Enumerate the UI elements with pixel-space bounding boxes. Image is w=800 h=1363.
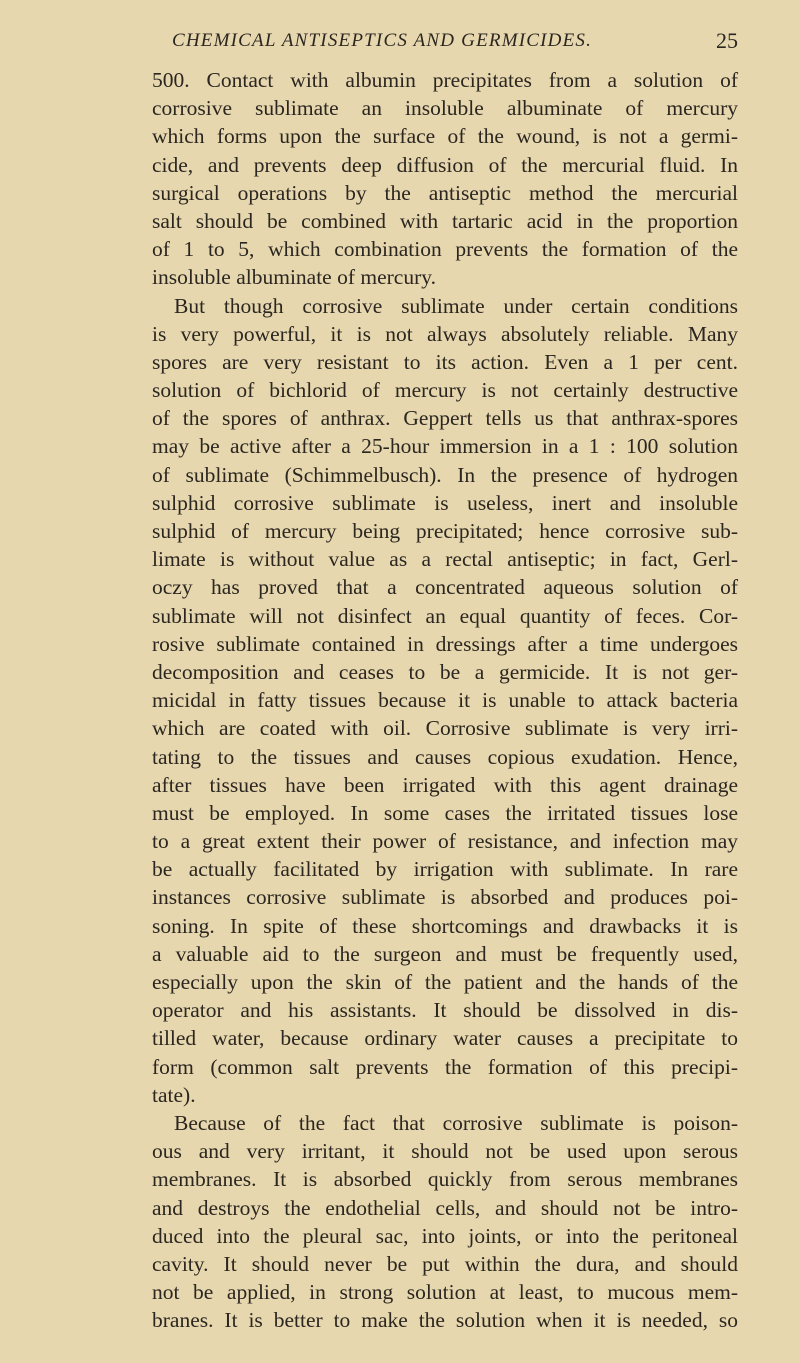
text-line: sulphid of mercury being precipitated; hence corrosive sub-	[152, 519, 738, 543]
text-line: especially upon the skin of the patient and the hands of the	[152, 970, 738, 994]
text-line: corrosive sublimate an insoluble albuminate of mercury	[152, 96, 738, 121]
text-line: But though corrosive sublimate under certain conditions	[174, 293, 738, 318]
text-line: which forms upon the surface of the wound, is not a germi-	[152, 124, 738, 149]
text-line: must be employed. In some cases the irritated tissues lose	[152, 800, 738, 825]
text-line: soning. In spite of these shortcomings and drawbacks it is	[152, 913, 738, 938]
text-line: tating to the tissues and causes copious exudation. Hence,	[152, 744, 738, 769]
body-text	[152, 66, 738, 1334]
text-line: 500. Contact with albumin precipitates from a solution of	[152, 68, 738, 92]
paragraph	[152, 66, 738, 292]
text-line: to a great extent their power of resistance, and infection may	[152, 829, 738, 854]
text-line: sublimate will not disinfect an equal quantity of feces. Cor-	[152, 603, 738, 628]
paragraph	[152, 292, 738, 1109]
text-line: sulphid corrosive sublimate is useless, inert and insoluble	[152, 490, 738, 515]
running-title: CHEMICAL ANTISEPTICS AND GERMICIDES.	[172, 30, 593, 51]
text-line: micidal in fatty tissues because it is unable to attack bacteria	[152, 688, 738, 713]
text-line: limate is without value as a rectal antiseptic; in fact, Gerl-	[152, 547, 738, 572]
text-line: form (common salt prevents the formation of this precipi-	[152, 1054, 738, 1079]
text-line: tate).	[152, 1082, 196, 1107]
text-line: operator and his assistants. It should be dissolved in dis-	[152, 998, 738, 1023]
text-line: instances corrosive sublimate is absorbed and produces poi-	[152, 885, 738, 910]
text-line: decomposition and ceases to be a germicide. It is not ger-	[152, 659, 738, 684]
text-line: of 1 to 5, which combination prevents the formation of the	[152, 237, 738, 262]
text-line: duced into the pleural sac, into joints, or into the peritoneal	[152, 1223, 738, 1248]
text-line: rosive sublimate contained in dressings after a time undergoes	[152, 631, 738, 656]
text-line: branes. It is better to make the solution when it is needed, so	[152, 1308, 738, 1333]
text-line: which are coated with oil. Corrosive sublimate is very irri-	[152, 716, 738, 741]
text-line: salt should be combined with tartaric acid in the proportion	[152, 208, 738, 233]
text-line: not be applied, in strong solution at least, to mucous mem-	[152, 1280, 738, 1305]
text-line: after tissues have been irrigated with this agent drainage	[152, 772, 738, 797]
text-line: may be active after a 25-hour immersion in a 1 : 100 solution	[152, 434, 738, 459]
text-line: of the spores of anthrax. Geppert tells us that anthrax-spores	[152, 406, 738, 431]
text-line: membranes. It is absorbed quickly from serous membranes	[152, 1167, 738, 1192]
text-line: is very powerful, it is not always absolutely reliable. Many	[152, 321, 738, 346]
text-line: cide, and prevents deep diffusion of the mercurial fluid. In	[152, 152, 738, 177]
text-line: spores are very resistant to its action. Even a 1 per cent.	[152, 349, 738, 374]
text-line: ous and very irritant, it should not be used upon serous	[152, 1139, 738, 1164]
text-line: a valuable aid to the surgeon and must be frequently used,	[152, 941, 738, 966]
text-line: surgical operations by the antiseptic method the mercurial	[152, 180, 738, 205]
text-line: and destroys the endothelial cells, and should not be intro-	[152, 1195, 738, 1220]
text-line: insoluble albuminate of mercury.	[152, 265, 436, 290]
text-line: oczy has proved that a concentrated aqueous solution of	[152, 575, 738, 600]
text-line: Because of the fact that corrosive sublimate is poison-	[174, 1110, 738, 1135]
paragraph	[152, 1109, 738, 1335]
text-line: cavity. It should never be put within the dura, and should	[152, 1251, 738, 1276]
text-line: tilled water, because ordinary water causes a precipitate to	[152, 1026, 738, 1051]
page-number: 25	[716, 28, 738, 53]
text-line: solution of bichlorid of mercury is not certainly destructive	[152, 378, 738, 403]
text-line: be actually facilitated by irrigation with sublimate. In rare	[152, 857, 738, 882]
running-header	[172, 30, 738, 56]
text-line: of sublimate (Schimmelbusch). In the presence of hydrogen	[152, 462, 738, 487]
